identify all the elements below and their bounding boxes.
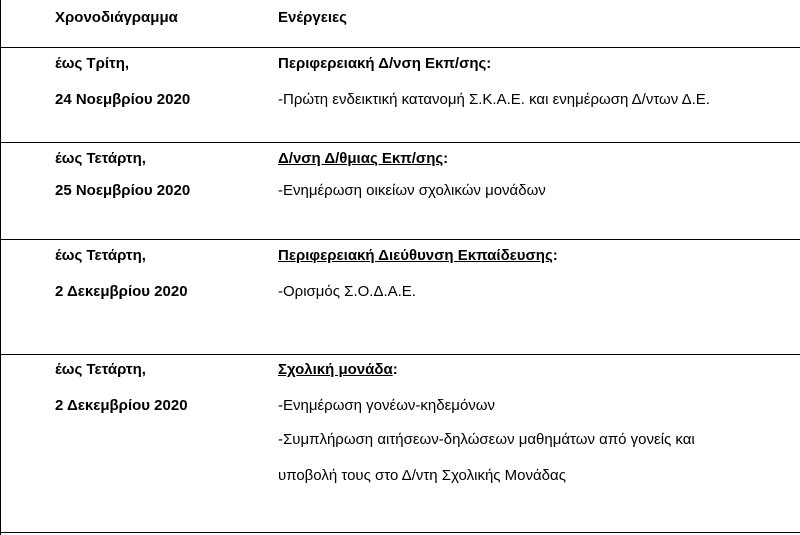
row-1-line-1: -Πρώτη ενδεικτική κατανομή Σ.Κ.Α.Ε. και ενημέρωση Δ/ντων Δ.Ε.: [278, 91, 710, 108]
header-actions: Ενέργειες: [278, 9, 347, 26]
row-1-date-line2: 24 Νοεμβρίου 2020: [55, 91, 191, 108]
row-divider: [0, 354, 800, 355]
row-2-date-line1: έως Τετάρτη,: [55, 150, 146, 167]
row-3-line-1: -Ορισμός Σ.Ο.Δ.Α.Ε.: [278, 283, 416, 300]
row-3-date-line2: 2 Δεκεμβρίου 2020: [55, 283, 188, 300]
row-divider: [0, 142, 800, 143]
row-4-title-suffix: :: [392, 361, 398, 378]
row-divider: [0, 532, 800, 533]
row-3-title-suffix: :: [552, 247, 558, 264]
row-4-line-2: -Συμπλήρωση αιτήσεων-δηλώσεων μαθημάτων από γονείς και: [278, 431, 695, 448]
header-schedule: Χρονοδιάγραμμα: [55, 9, 178, 26]
row-2-title-wrap: [278, 149, 448, 169]
row-4-line-3: υποβολή τους στο Δ/ντη Σχολικής Μονάδας: [278, 467, 566, 484]
row-3-date-line1: έως Τετάρτη,: [55, 247, 146, 264]
row-2-title: Δ/νση Δ/θμιας Εκπ/σης: [278, 150, 444, 167]
row-4-line-1: -Ενημέρωση γονέων-κηδεμόνων: [278, 397, 495, 414]
row-1-date-line1: έως Τρίτη,: [55, 55, 130, 72]
row-4-title: Σχολική μονάδα: [278, 361, 393, 378]
row-2-date-line2: 25 Νοεμβρίου 2020: [55, 182, 191, 199]
row-4-date-line1: έως Τετάρτη,: [55, 361, 146, 378]
row-4-date-line2: 2 Δεκεμβρίου 2020: [55, 397, 188, 414]
row-1-title: Περιφερειακή Δ/νση Εκπ/σης:: [278, 55, 492, 72]
row-3-title-wrap: [278, 246, 558, 266]
row-divider: [0, 47, 800, 48]
table-left-border: [0, 0, 1, 535]
row-4-title-wrap: [278, 360, 398, 380]
row-3-title: Περιφερειακή Διεύθυνση Εκπαίδευσης: [278, 247, 553, 264]
row-2-title-suffix: :: [443, 150, 449, 167]
row-divider: [0, 239, 800, 240]
row-2-line-1: -Ενημέρωση οικείων σχολικών μονάδων: [278, 182, 546, 199]
